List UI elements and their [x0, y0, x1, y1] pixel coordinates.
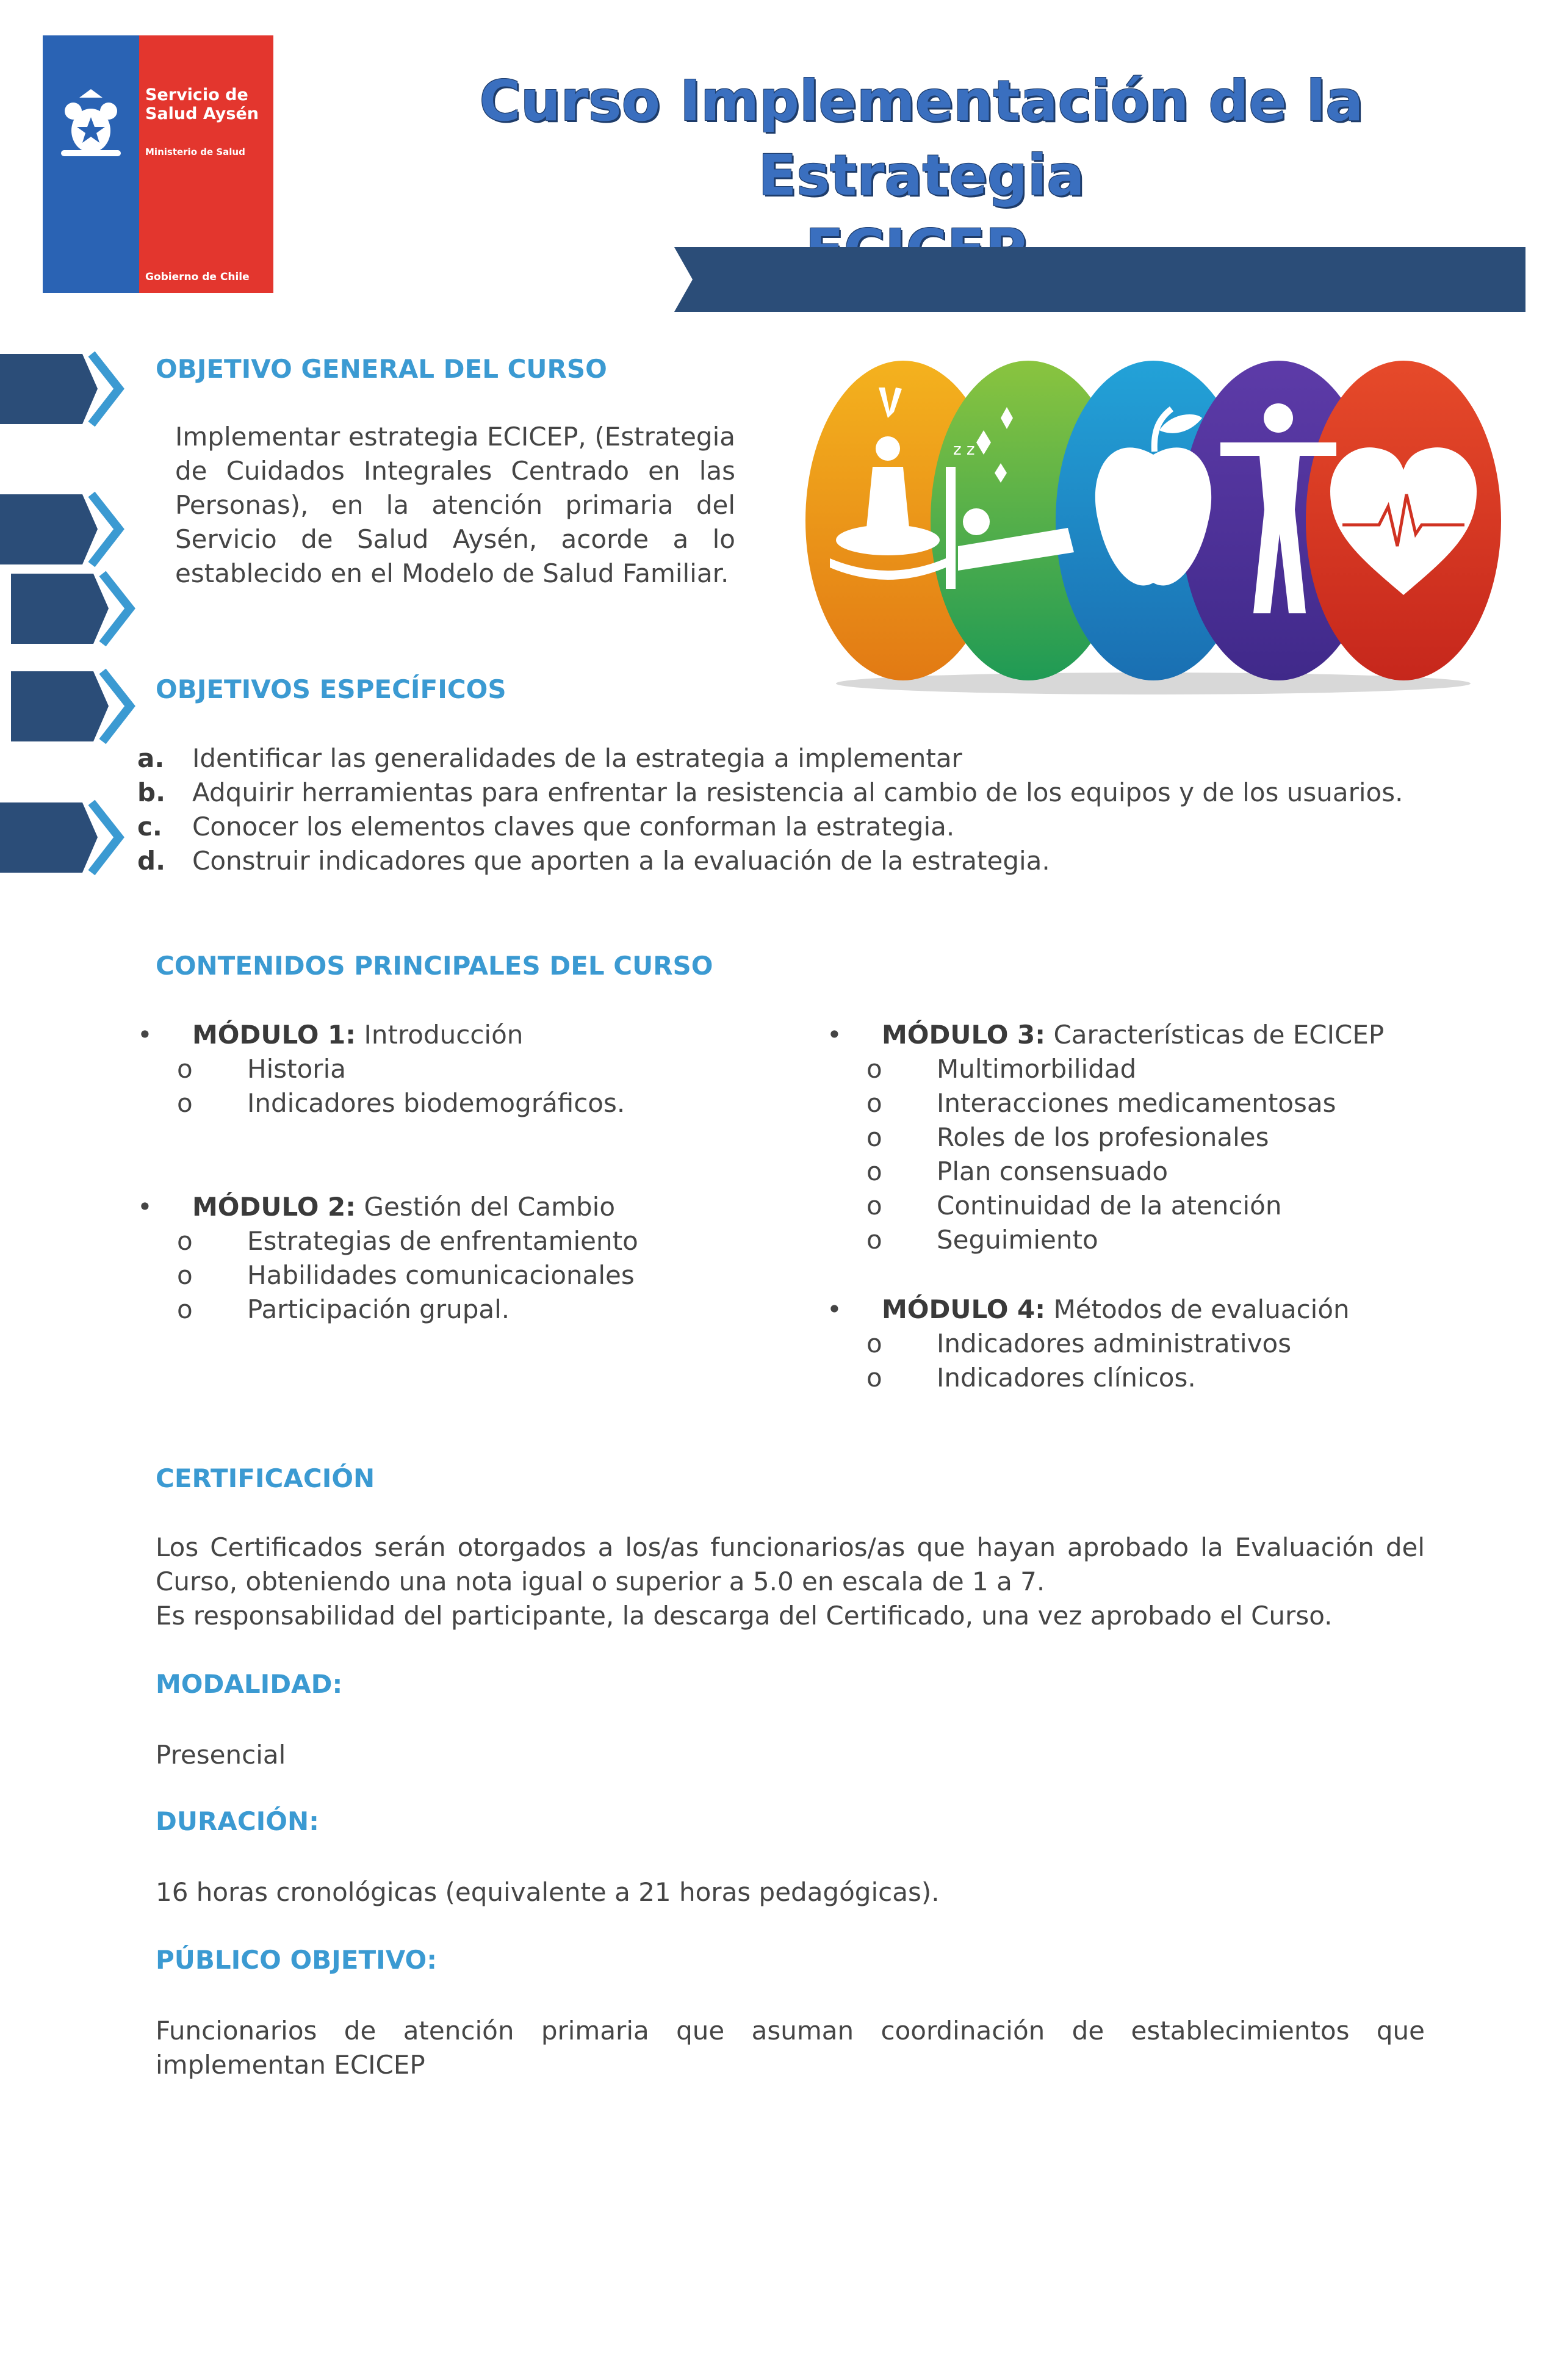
sub-bullet: o [177, 1054, 193, 1084]
list-item-text: Indicadores clínicos. [937, 1363, 1196, 1393]
module-heading [827, 1018, 1425, 1052]
module-heading [137, 1018, 735, 1052]
bullet: • [827, 1020, 842, 1050]
modulo-1 [137, 1018, 735, 1120]
certificacion-text [156, 1531, 1425, 1633]
logo-ministry: Ministerio de Salud [145, 146, 245, 157]
servicio-salud-logo [43, 35, 273, 293]
sub-bullet: o [866, 1363, 882, 1393]
list-item-text: Interacciones medicamentosas [937, 1088, 1336, 1118]
list-item [137, 810, 1425, 844]
sub-bullet: o [866, 1156, 882, 1186]
svg-text:z z: z z [953, 441, 975, 459]
modulo-4 [827, 1293, 1425, 1395]
logo-blue-panel [43, 35, 139, 293]
list-item-text: Estrategias de enfrentamiento [247, 1226, 638, 1256]
sub-bullet: o [866, 1122, 882, 1152]
certificacion-paragraph-1: Los Certificados serán otorgados a los/as funcionarios/as que hayan aprobado la Evaluación del Curso, obteniendo una nota igual o superior a 5.0 en escala de 1 a 7. [156, 1532, 1425, 1596]
list-item-text: Roles de los profesionales [937, 1122, 1269, 1152]
bullet: • [827, 1294, 842, 1324]
module-title: Gestión del Cambio [364, 1192, 616, 1222]
module-label: MÓDULO 3: [882, 1020, 1046, 1050]
list-item-text: Indicadores administrativos [937, 1329, 1292, 1358]
section-heading-publico-objetivo: PÚBLICO OBJETIVO: [156, 1945, 438, 1975]
list-item-text: Plan consensuado [937, 1156, 1169, 1186]
module-title: Características de ECICEP [1053, 1020, 1385, 1050]
list-item-text: Seguimiento [937, 1225, 1098, 1255]
bullet: • [137, 1020, 153, 1050]
sub-bullet: o [866, 1054, 882, 1084]
list-item-text: Participación grupal. [247, 1294, 510, 1324]
section-heading-objetivos-especificos: OBJETIVOS ESPECÍFICOS [156, 674, 506, 704]
chevron-right-icon [11, 668, 139, 745]
list-item [827, 1120, 1425, 1155]
list-item-letter: d. [137, 846, 166, 876]
bullet: • [137, 1192, 153, 1222]
module-heading [137, 1190, 735, 1224]
list-item-text: Adquirir herramientas para enfrentar la resistencia al cambio de los equipos y de los usuarios. [192, 777, 1403, 807]
list-item [137, 1086, 735, 1120]
sub-bullet: o [866, 1329, 882, 1358]
list-item [137, 844, 1425, 878]
list-item [137, 1052, 735, 1086]
module-heading [827, 1293, 1425, 1327]
list-item [827, 1155, 1425, 1189]
list-item-letter: c. [137, 812, 162, 842]
chevron-right-icon [11, 571, 139, 647]
list-item-text: Conocer los elementos claves que conforman la estrategia. [192, 812, 955, 842]
list-item-text: Historia [247, 1054, 346, 1084]
modulo-3 [827, 1018, 1425, 1257]
list-item [137, 741, 1425, 776]
list-item-text: Indicadores biodemográficos. [247, 1088, 625, 1118]
section-heading-objetivo-general: OBJETIVO GENERAL DEL CURSO [156, 354, 607, 384]
list-item [137, 776, 1425, 810]
list-item-text: Continuidad de la atención [937, 1191, 1282, 1221]
module-label: MÓDULO 2: [192, 1192, 356, 1222]
sub-bullet: o [177, 1260, 193, 1290]
chevron-right-icon [0, 799, 128, 876]
list-item [827, 1189, 1425, 1223]
objetivos-especificos-list [137, 741, 1425, 878]
sub-bullet: o [866, 1191, 882, 1221]
list-item [827, 1086, 1425, 1120]
module-label: MÓDULO 4: [882, 1294, 1046, 1324]
list-item-letter: a. [137, 743, 165, 773]
sub-bullet: o [177, 1088, 193, 1118]
list-item [137, 1293, 735, 1327]
certificacion-paragraph-2: Es responsabilidad del participante, la descarga del Certificado, una vez aprobado el Curso. [156, 1601, 1333, 1631]
module-title: Métodos de evaluación [1053, 1294, 1350, 1324]
chevron-right-icon [0, 491, 128, 568]
publico-objetivo-value: Funcionarios de atención primaria que asuman coordinación de establecimientos que implementan ECICEP [156, 2016, 1425, 2080]
list-item [827, 1361, 1425, 1395]
duracion-value: 16 horas cronológicas (equivalente a 21 horas pedagógicas). [156, 1877, 940, 1907]
objetivo-general-text: Implementar estrategia ECICEP, (Estrategia de Cuidados Integrales Centrado en las Personas), en la atención primaria del Servicio de Salud Aysén, acorde a lo establecido en el Modelo de Salud Familiar. [175, 422, 735, 588]
sub-bullet: o [177, 1226, 193, 1256]
sub-bullet: o [866, 1088, 882, 1118]
list-item-letter: b. [137, 777, 166, 807]
health-circles-graphic [793, 351, 1513, 699]
list-item [827, 1223, 1425, 1257]
title-line-1: Curso Implementación de la Estrategia [479, 68, 1364, 208]
list-item-text: Habilidades comunicacionales [247, 1260, 635, 1290]
list-item [137, 1258, 735, 1293]
logo-government: Gobierno de Chile [145, 271, 250, 283]
list-item [137, 1224, 735, 1258]
modulo-2 [137, 1190, 735, 1327]
logo-red-panel [139, 35, 273, 293]
section-heading-duracion: DURACIÓN: [156, 1806, 319, 1836]
module-label: MÓDULO 1: [192, 1020, 356, 1050]
module-title: Introducción [364, 1020, 524, 1050]
list-item-text: Identificar las generalidades de la estrategia a implementar [192, 743, 962, 773]
coat-of-arms-icon [55, 87, 127, 172]
list-item [827, 1327, 1425, 1361]
chevron-right-icon [0, 351, 128, 427]
section-heading-contenidos: CONTENIDOS PRINCIPALES DEL CURSO [156, 951, 713, 981]
sub-bullet: o [866, 1225, 882, 1255]
sub-bullet: o [177, 1294, 193, 1324]
title-banner-bar [674, 247, 1525, 312]
section-heading-modalidad: MODALIDAD: [156, 1669, 343, 1699]
list-item-text: Construir indicadores que aporten a la evaluación de la estrategia. [192, 846, 1050, 876]
section-heading-certificacion: CERTIFICACIÓN [156, 1463, 375, 1493]
list-item [827, 1052, 1425, 1086]
logo-service-name: Servicio de Salud Aysén [145, 85, 259, 123]
list-item-text: Multimorbilidad [937, 1054, 1137, 1084]
modalidad-value: Presencial [156, 1740, 286, 1770]
